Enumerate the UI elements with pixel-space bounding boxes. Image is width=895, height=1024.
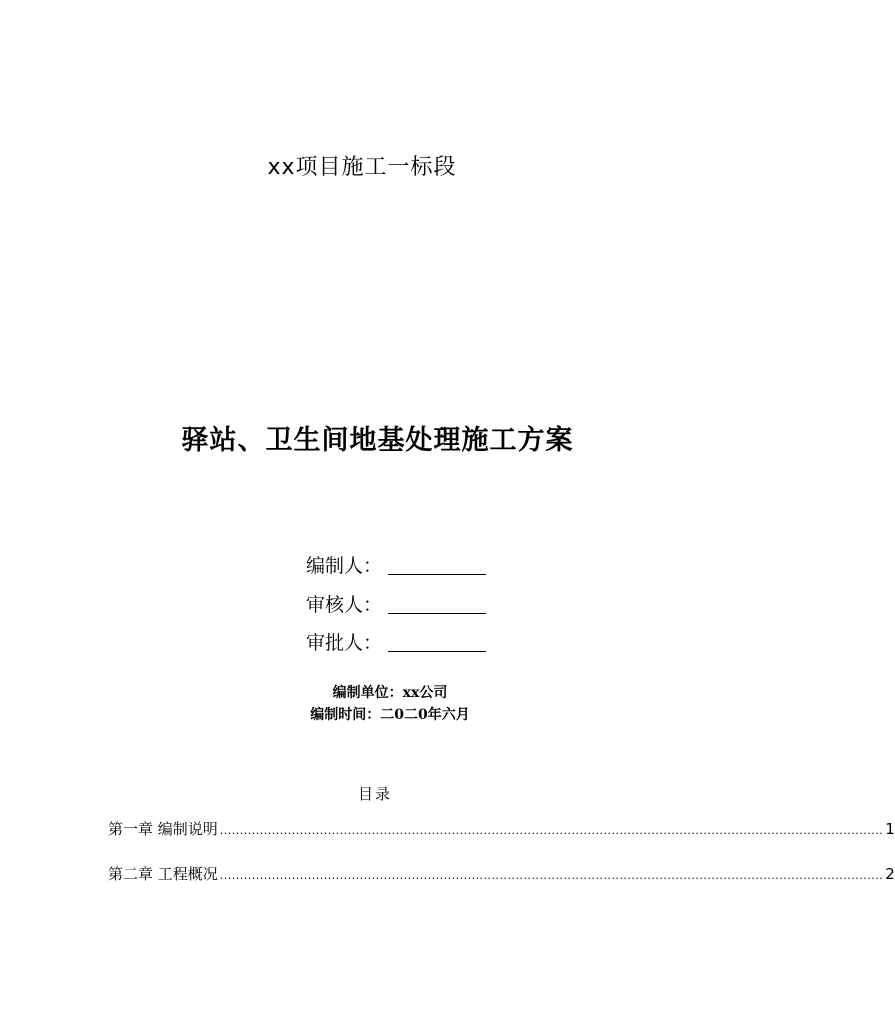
compiling-time: 编制时间：二0二0年六月: [310, 707, 470, 723]
reviewer-signature-line: [388, 593, 486, 614]
toc-leader-dots: ......................................................................................................................................................................: [219, 869, 884, 882]
approver-label: 审批人：: [306, 632, 383, 654]
editor-signature-line: [388, 554, 486, 575]
editor-signature-row: [306, 550, 486, 578]
approver-signature-row: [306, 627, 486, 655]
document-title: 驿站、卫生间地基处理施工方案: [181, 425, 574, 456]
toc-entry-label: 第一章 编制说明: [108, 820, 218, 838]
toc-heading: 目录: [357, 785, 392, 803]
toc-entry-page: 2: [885, 865, 895, 883]
approver-signature-line: [388, 631, 486, 652]
reviewer-signature-row: [306, 589, 486, 617]
toc-entry-label: 第二章 工程概况: [108, 865, 218, 883]
project-title: xx项目施工一标段: [267, 155, 457, 180]
editor-label: 编制人：: [306, 555, 383, 577]
toc-entry-page: 1: [885, 820, 895, 838]
toc-entry[interactable]: [108, 819, 895, 841]
toc-leader-dots: ......................................................................................................................................................................: [219, 824, 884, 837]
toc-entry[interactable]: [108, 864, 895, 886]
reviewer-label: 审核人：: [306, 594, 383, 616]
compiling-unit: 编制单位：xx公司: [332, 685, 448, 701]
